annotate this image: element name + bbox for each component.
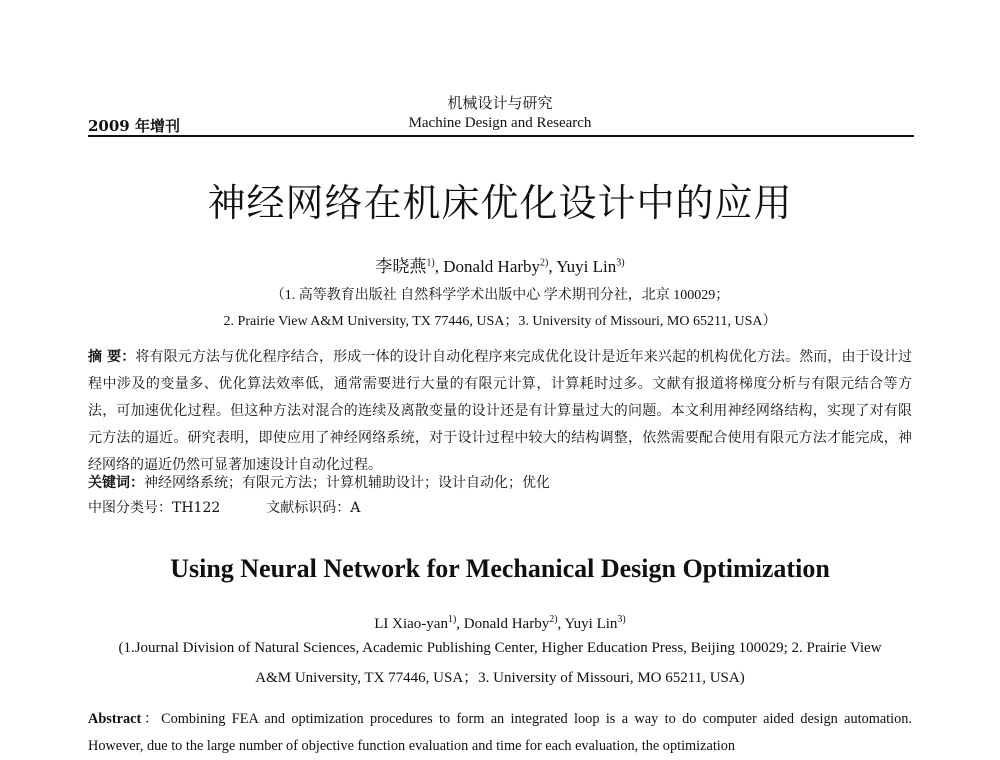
journal-name-en: Machine Design and Research (408, 115, 592, 131)
abstract-en (88, 706, 912, 760)
keywords-cn-label: 关键词： (88, 475, 144, 491)
affiliation-cn-line2: 2. Prairie View A&M University, TX 77446, USA；3. University of Missouri, MO 65211, USA） (223, 314, 777, 329)
author-2-cn: , Donald Harby (434, 257, 541, 276)
affiliation-en-line1: (1.Journal Division of Natural Sciences, Academic Publishing Center, Higher Education Press, Beijing 100029; 2. Prairie View (118, 640, 882, 656)
abstract-en-text: Combining FEA and optimization procedures to form an integrated loop is a way to do computer aided design automation. However, due to the large number of objective function evaluation and time for each evaluation, the optimization (88, 711, 912, 754)
author-2-mark: 2) (540, 257, 549, 269)
journal-name-cn: 机械设计与研究 (447, 94, 553, 112)
doc-code-label: 文献标识码： (266, 500, 351, 516)
affiliation-en-line2: A&M University, TX 77446, USA；3. University of Missouri, MO 65211, USA) (255, 670, 745, 686)
abstract-cn-text: 将有限元方法与优化程序结合，形成一体的设计自动化程序来完成优化设计是近年来兴起的机构优化方法。然而，由于设计过程中涉及的变量多、优化算法效率低，通常需要进行大量的有限元计算，计算耗时过多。文献有报道将梯度分析与有限元结合等方法，可加速优化过程。但这种方法对混合的连续及离散变量的设计还是有计算量过大的问题。本文利用神经网络结构，实现了对有限元方法的逼近。研究表明，即使应用了神经网络系统，对于设计过程中较大的结构调整，依然需要配合使用有限元方法才能完成，神经网络的逼近仍然可显著加速设计自动化过程。 (88, 349, 913, 473)
doc-code-value: A (350, 500, 361, 516)
clc-value: TH122 (172, 500, 221, 516)
issue-label: 2009 年增刊 (88, 117, 180, 135)
authors-en (0, 614, 1000, 633)
clc-label: 中图分类号： (88, 500, 172, 516)
author-2-en-mark: 2) (549, 614, 558, 625)
author-1-en-mark: 1) (447, 614, 457, 625)
abstract-cn (88, 344, 912, 479)
abstract-en-label: Abstract (88, 711, 142, 727)
author-1-en: LI Xiao-yan (374, 616, 448, 632)
title-en: Using Neural Network for Mechanical Design Optimization (170, 554, 830, 583)
author-2-en: , Donald Harby (456, 616, 550, 632)
classification (88, 495, 912, 522)
author-1-mark: 1) (426, 257, 435, 269)
title-cn: 神经网络在机床优化设计中的应用 (207, 181, 793, 225)
authors-cn (0, 252, 1000, 277)
header-rule (88, 135, 914, 137)
abstract-en-colon: ： (141, 711, 162, 727)
author-3-en: , Yuyi Lin (557, 616, 618, 632)
author-1-cn: 李晓燕 (375, 257, 427, 276)
author-3-cn: , Yuyi Lin (548, 257, 617, 276)
affiliation-cn-line1: （1. 高等教育出版社 自然科学学术出版中心 学术期刊分社，北京 100029； (270, 288, 730, 303)
keywords-cn-text: 神经网络系统；有限元方法；计算机辅助设计；设计自动化；优化 (144, 475, 550, 491)
author-3-mark: 3) (616, 257, 625, 269)
author-3-en-mark: 3) (617, 614, 626, 625)
abstract-cn-label: 摘 要： (88, 349, 136, 365)
keywords-cn (88, 470, 912, 497)
